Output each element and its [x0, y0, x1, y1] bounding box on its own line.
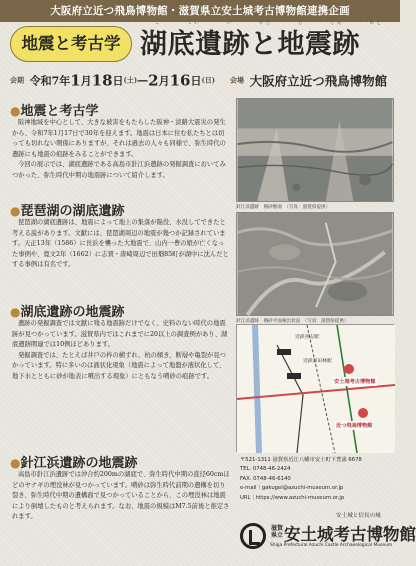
day-char: 日 — [112, 74, 124, 88]
end-day: 16 — [169, 71, 191, 90]
phone: TEL. 0748-46-2424 — [240, 466, 291, 473]
ruby-text: こ — [154, 20, 162, 26]
map-label: 近つ飛鳥博物館 — [336, 423, 373, 429]
address: 〒521-1311 滋賀県近江八幡市安土町下豊浦 6678 — [240, 457, 362, 463]
photo-caption: 針江浜遺跡 噴砂平面検出状況 （写真：滋賀県提供） — [236, 319, 349, 324]
museum-mark-icon — [240, 523, 266, 549]
ruby-text: せき — [258, 20, 273, 26]
map-label: 近鉄喜志駅 — [295, 335, 319, 340]
month-char: 月 — [158, 74, 170, 88]
date-dash: — — [137, 74, 149, 87]
start-month: 1 — [70, 71, 81, 90]
day-char: 日 — [190, 74, 202, 88]
end-month: 2 — [148, 71, 159, 90]
period-era: 令和7年 — [29, 74, 71, 88]
section-heading-text: 琵琶湖の湖底遺跡 — [20, 204, 125, 219]
section-heading-text: 地震と考古学 — [20, 104, 99, 119]
section-body — [12, 218, 230, 271]
access-map — [236, 324, 394, 452]
bullet-icon: ● — [10, 204, 21, 218]
theme-pill: 地震と考古学 — [10, 26, 132, 62]
map-label: 安土城考古博物館 — [334, 379, 376, 385]
website-url[interactable]: URL｜https://www.azuchi-museum.or.jp — [240, 494, 345, 501]
start-day: 18 — [91, 71, 113, 90]
ruby-text: てい — [186, 20, 201, 26]
logo-english: Shiga Prefectural Azuchi Castle Archaeological Museum — [270, 543, 393, 548]
map-label: 近鉄富田林駅 — [303, 359, 332, 364]
section-body — [12, 118, 230, 182]
logo-prefix: 滋賀県立 — [271, 525, 284, 539]
sand-boil-section-photo — [236, 98, 394, 202]
logo-subtext: 安土城と信長の城 — [336, 513, 381, 519]
section-heading-harie — [10, 452, 138, 471]
venue-label: 会場 — [230, 75, 244, 85]
photo-caption: 針江浜遺跡 噴砂断面 （写真：滋賀県提供） — [236, 205, 331, 210]
section-body — [12, 470, 230, 523]
section-heading-lakebed-quake — [10, 301, 125, 320]
fax: FAX. 0748-46-6140 — [240, 475, 291, 482]
ruby-text: い — [226, 20, 234, 26]
paragraph: 阪神地域を中心として、大きな被害をもたらした阪神・淡路大震災の発生から、令和7年1月17日で30年を迎えます。地震は日本に住む私たちとは切っても切れない関係にありますが、それは過去の人々も同様で、弥生時代の遺跡にも地震の痕跡をみることができます。 — [12, 119, 226, 158]
month-char: 月 — [80, 74, 92, 88]
ruby-text: あと — [369, 20, 384, 26]
museum-logo — [240, 513, 416, 563]
contact-info — [240, 456, 396, 503]
bullet-icon: ● — [10, 456, 21, 470]
paragraph: 琵琶湖の湖底遺跡は、地震によって地上の集落が陥没、水没してできたと考える説があります。文献には、琵琶湖周辺の地震が幾つか記録されています。天正13年（1586）に長浜を襲った大地震で、山内一豊の娘が亡くなった事例や、寛文2年（1662）に志賀・唐崎周辺で田畑85町が湖中に沈んだとする事例は有名です。 — [12, 219, 229, 269]
end-dow: (日) — [201, 75, 216, 85]
map-drawing — [237, 325, 395, 453]
section-heading-text: 針江浜遺跡の地震跡 — [20, 456, 138, 471]
section-heading-biwako — [10, 200, 125, 219]
period-label: 会期 — [10, 75, 24, 85]
venue-name: 大阪府立近つ飛鳥博物館 — [249, 73, 388, 89]
ruby-text: じ — [297, 20, 305, 26]
email[interactable]: e-mail｜gakugei@azuchi-museum.or.jp — [240, 485, 344, 492]
collaboration-banner: 大阪府立近つ飛鳥博物館・滋賀県立安土城考古博物館連携企画 — [0, 0, 400, 22]
bullet-icon: ● — [10, 305, 21, 319]
paragraph: 今回の展示では、湖底遺跡である高島市針江浜遺跡の発掘調査においてみつかった、弥生時代中期の地震跡について紹介します。 — [12, 161, 226, 179]
paragraph: 高島市針江浜遺跡では沖合約200mの湖底で、弥生時代中期の直径60cmほどのヤナギの埋没林が見つかっています。噴砂は弥生時代前期の遺構を切り裂き、弥生時代中期の遺構面で見つかっていることから、この埋没林は地震により倒壊したものと考えられます。なお、地震の規模はM7.5前後と推定されます。 — [12, 471, 230, 521]
ruby-text: しん — [330, 20, 345, 26]
period-venue-line — [10, 70, 390, 92]
bullet-icon: ● — [10, 104, 21, 118]
logo-name: 安土城考古博物館 — [284, 525, 416, 544]
paragraph: 発掘調査では、たとえば井戸の枠の横ずれ、杭の傾き、断層や亀裂が見つかっています。特に多いのは液状化現象（地震によって地盤が液状化して、地下水とともに砂が地表に噴出する現象）にともなう噴砂の痕跡です。 — [12, 351, 226, 380]
section-heading-earthquake-archaeology — [10, 100, 99, 119]
section-body — [12, 319, 230, 383]
paragraph: 遺跡の発掘調査では文献に残る地震跡だけでなく、史料のない時代の地震跡が見つかっています。滋賀県内ではこれまでに20以上の調査例があり、湖底遺跡関連では10例ほどあります。 — [12, 320, 228, 349]
sand-boil-plan-photo — [236, 212, 394, 316]
section-heading-text: 湖底遺跡の地震跡 — [20, 305, 125, 320]
start-dow: (土) — [123, 75, 138, 85]
exhibition-title: 湖底遺跡と地震跡 — [140, 29, 360, 60]
venue — [230, 70, 387, 90]
